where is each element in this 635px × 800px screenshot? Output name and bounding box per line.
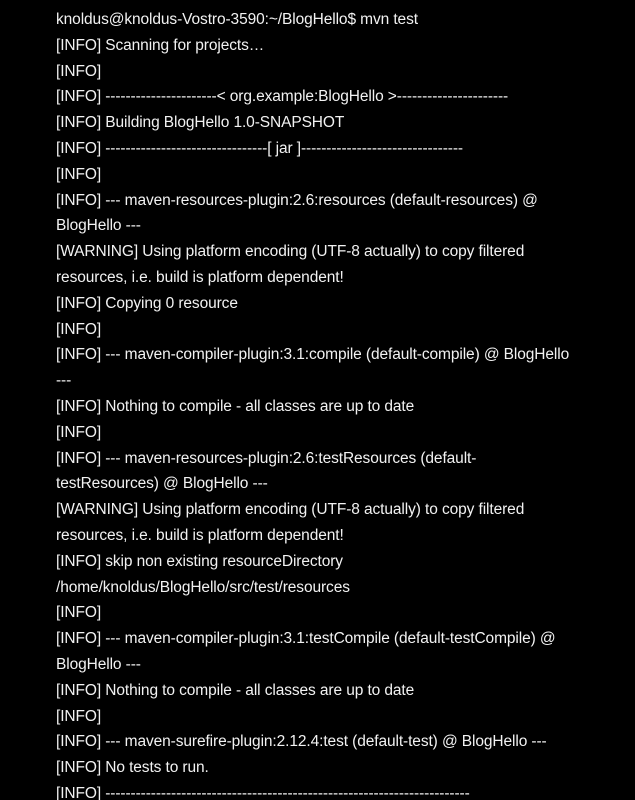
terminal-line: testResources) @ BlogHello --- — [56, 475, 268, 493]
terminal-line: [INFO] Copying 0 resource — [56, 294, 238, 312]
terminal-line: [INFO] --------------------------------[ jar ]-------------------------------- — [56, 139, 463, 157]
terminal-line: /home/knoldus/BlogHello/src/test/resources — [56, 578, 350, 596]
terminal-line: knoldus@knoldus-Vostro-3590:~/BlogHello$ mvn test — [56, 11, 418, 28]
terminal-line: [INFO] ----------------------< org.example:BlogHello >---------------------- — [56, 88, 509, 106]
terminal-line: [INFO] --- maven-compiler-plugin:3.1:testCompile (default-testCompile) @ — [56, 630, 556, 648]
terminal-line: [INFO] --- maven-resources-plugin:2.6:testResources (default- — [56, 449, 477, 467]
terminal-line: [INFO] Building BlogHello 1.0-SNAPSHOT — [56, 114, 345, 132]
terminal-line: [INFO] — [56, 707, 102, 725]
terminal-line: [INFO] — [56, 320, 102, 338]
terminal-line: [INFO] ------------------------------------------------------------------------ — [56, 784, 470, 800]
terminal-line: [INFO] Nothing to compile - all classes are up to date — [56, 681, 415, 699]
terminal-line: [INFO] — [56, 62, 102, 80]
terminal-line: resources, i.e. build is platform dependent! — [56, 268, 344, 286]
terminal-line: resources, i.e. build is platform dependent! — [56, 526, 344, 544]
terminal-line: [INFO] — [56, 604, 102, 622]
terminal-line: [WARNING] Using platform encoding (UTF-8 actually) to copy filtered — [56, 243, 525, 261]
terminal-line: --- — [56, 372, 72, 390]
terminal-line: [INFO] Scanning for projects… — [56, 36, 265, 54]
terminal-line: [INFO] Nothing to compile - all classes are up to date — [56, 397, 415, 415]
terminal-line: [INFO] — [56, 165, 102, 183]
terminal-line: BlogHello --- — [56, 655, 141, 673]
terminal-line: [WARNING] Using platform encoding (UTF-8 actually) to copy filtered — [56, 501, 525, 519]
terminal-line: [INFO] --- maven-compiler-plugin:3.1:compile (default-compile) @ BlogHello — [56, 346, 570, 364]
terminal-line: [INFO] --- maven-resources-plugin:2.6:resources (default-resources) @ — [56, 191, 538, 209]
terminal-line: [INFO] skip non existing resourceDirectory — [56, 552, 343, 570]
terminal-line: [INFO] --- maven-surefire-plugin:2.12.4:test (default-test) @ BlogHello --- — [56, 733, 547, 751]
terminal-line: [INFO] No tests to run. — [56, 759, 209, 777]
terminal-line: BlogHello --- — [56, 217, 141, 235]
terminal-line: [INFO] — [56, 423, 102, 441]
